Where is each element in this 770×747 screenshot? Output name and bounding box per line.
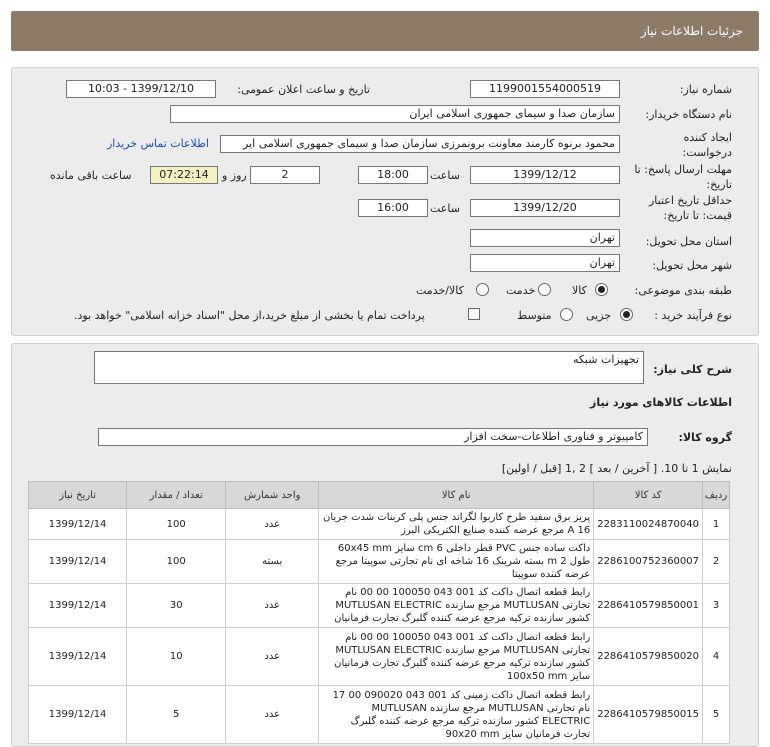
col-date: تاریخ نیاز: [29, 482, 127, 509]
announce-label: تاریخ و ساعت اعلان عمومی:: [237, 83, 370, 96]
table-row: [29, 540, 730, 584]
deadline-date-field: 1399/12/12: [470, 166, 620, 184]
table-row: [29, 628, 730, 686]
row-name: رابط قطعه اتصال داکت زمینی کد 001 043 090020 00 17 نام تجارتی MUTLUSAN مرجع سازنده MUTLUSAN ELECTRIC کشور سازنده ترکیه مرجع عرضه کننده گلبرگ تجارت فرمانیان سایز 90x20 mm: [319, 686, 594, 744]
row-date: 1399/12/14: [29, 686, 127, 744]
row-qty: 5: [127, 686, 226, 744]
creator-label: ایجاد کننده درخواست:: [682, 131, 732, 159]
group-field: کامپیوتر و فناوری اطلاعات-سخت افزار: [98, 428, 648, 446]
row-unit: عدد: [226, 509, 319, 540]
category-option-goods: کالا: [572, 284, 587, 297]
buyer-field: سازمان صدا و سیمای جمهوری اسلامی ایران: [170, 105, 620, 123]
page-title: جزئیات اطلاعات نیاز: [640, 24, 743, 38]
province-field: تهران: [470, 229, 620, 247]
row-index: 2: [703, 540, 730, 584]
row-code: 2283110024870040: [594, 509, 703, 540]
table-row: [29, 686, 730, 744]
city-field: تهران: [470, 254, 620, 272]
category-radio-service[interactable]: [538, 283, 551, 296]
goods-table: [28, 481, 730, 744]
row-date: 1399/12/14: [29, 509, 127, 540]
table-row: [29, 584, 730, 628]
col-name: نام کالا: [319, 482, 594, 509]
deadline-time-label: ساعت: [430, 169, 460, 182]
table-row: [29, 509, 730, 540]
validity-time-field: 16:00: [358, 199, 428, 217]
row-date: 1399/12/14: [29, 628, 127, 686]
row-unit: عدد: [226, 628, 319, 686]
row-qty: 100: [127, 509, 226, 540]
row-date: 1399/12/14: [29, 584, 127, 628]
category-option-goods-service: کالا/خدمت: [416, 284, 464, 297]
row-code: 2286410579850015: [594, 686, 703, 744]
desc-label: شرح کلی نیاز:: [653, 363, 732, 376]
announce-field: 1399/12/10 - 10:03: [66, 80, 216, 98]
category-label: طبقه بندی موضوعی:: [634, 284, 732, 297]
page-header: [11, 11, 759, 51]
col-qty: تعداد / مقدار: [127, 482, 226, 509]
row-qty: 30: [127, 584, 226, 628]
group-label: گروه کالا:: [678, 431, 732, 444]
validity-date-field: 1399/12/20: [470, 199, 620, 217]
row-index: 4: [703, 628, 730, 686]
city-label: شهر محل تحویل:: [652, 259, 732, 272]
deadline-label: مهلت ارسال پاسخ: تا تاریخ:: [634, 163, 732, 191]
validity-time-label: ساعت: [430, 202, 460, 215]
creator-field: محمود برنوه کارمند معاونت برونمرزی سازمان صدا و سیمای جمهوری اسلامی ایر: [220, 135, 620, 153]
row-name: رابط قطعه اتصال داکت کد 001 043 100050 00 00 نام تجارتی MUTLUSAN مرجع سازنده MUTLUSAN ELECTRIC کشور سازنده ترکیه مرجع عرضه کننده گلبرگ تجارت فرمانیان: [319, 584, 594, 628]
process-radio-minor[interactable]: [620, 308, 633, 321]
process-label: نوع فرآیند خرید :: [654, 309, 732, 322]
row-name: پریز برق سفید طرح کاربوا لگراند جنس پلی کربنات شدت جریان 16 A مرجع عرضه کننده صنایع الکتریکی البرز: [319, 509, 594, 540]
row-unit: عدد: [226, 686, 319, 744]
validity-label: حداقل تاریخ اعتبار قیمت: تا تاریخ:: [648, 194, 732, 222]
need-number-field: 1199001554000519: [470, 80, 620, 98]
need-number-label: شماره نیاز:: [679, 83, 732, 96]
row-index: 3: [703, 584, 730, 628]
pagination-text[interactable]: نمایش 1 تا 10. [ آخرین / بعد ] 2 ,1 [قبل / اولین]: [501, 462, 732, 475]
process-option-minor: جزیی: [586, 309, 612, 322]
row-code: 2286410579850020: [594, 628, 703, 686]
category-radio-goods-service[interactable]: [476, 283, 489, 296]
days-field: 2: [250, 166, 320, 184]
row-date: 1399/12/14: [29, 540, 127, 584]
desc-field: تجهیزات شبکه: [94, 351, 644, 384]
process-option-medium: متوسط: [517, 309, 552, 322]
category-radio-goods[interactable]: [595, 283, 608, 296]
buyer-label: نام دستگاه خریدار:: [645, 108, 732, 121]
row-qty: 10: [127, 628, 226, 686]
col-unit: واحد شمارش: [226, 482, 319, 509]
row-unit: عدد: [226, 584, 319, 628]
row-code: 2286410579850001: [594, 584, 703, 628]
row-index: 1: [703, 509, 730, 540]
deadline-time-field: 18:00: [358, 166, 428, 184]
row-name: داکت ساده جنس PVC قطر داخلی 6 cm سایز 60x45 mm طول 2 m بسته شرینک 16 شاخه ای نام تجارتی سوپیتا مرجع عرضه کننده سوپیتا: [319, 540, 594, 584]
col-row: ردیف: [703, 482, 730, 509]
process-radio-medium[interactable]: [560, 308, 573, 321]
remaining-label: ساعت باقی مانده: [50, 169, 132, 182]
remaining-time-field: 07:22:14: [150, 166, 218, 184]
row-index: 5: [703, 686, 730, 744]
row-name: رابط قطعه اتصال داکت کد 001 043 100050 00 00 نام تجارتی MUTLUSAN مرجع سازنده MUTLUSAN ELECTRIC کشور سازنده ترکیه مرجع عرضه کننده گلبرگ تجارت فرمانیان سایز 100x50 mm: [319, 628, 594, 686]
province-label: استان محل تحویل:: [645, 235, 732, 248]
goods-info-title: اطلاعات کالاهای مورد نیاز: [590, 396, 732, 409]
treasury-checkbox[interactable]: [468, 308, 480, 320]
days-label: روز و: [222, 169, 247, 182]
pagination: [502, 462, 732, 475]
col-code: کد کالا: [594, 482, 703, 509]
row-unit: بسته: [226, 540, 319, 584]
payment-note: پرداخت تمام یا بخشی از مبلغ خرید،از محل "اسناد خزانه اسلامی" خواهد بود.: [74, 309, 425, 322]
row-code: 2286100752360007: [594, 540, 703, 584]
contact-info-link[interactable]: اطلاعات تماس خریدار: [107, 137, 209, 150]
row-qty: 100: [127, 540, 226, 584]
category-option-service: خدمت: [506, 284, 536, 297]
